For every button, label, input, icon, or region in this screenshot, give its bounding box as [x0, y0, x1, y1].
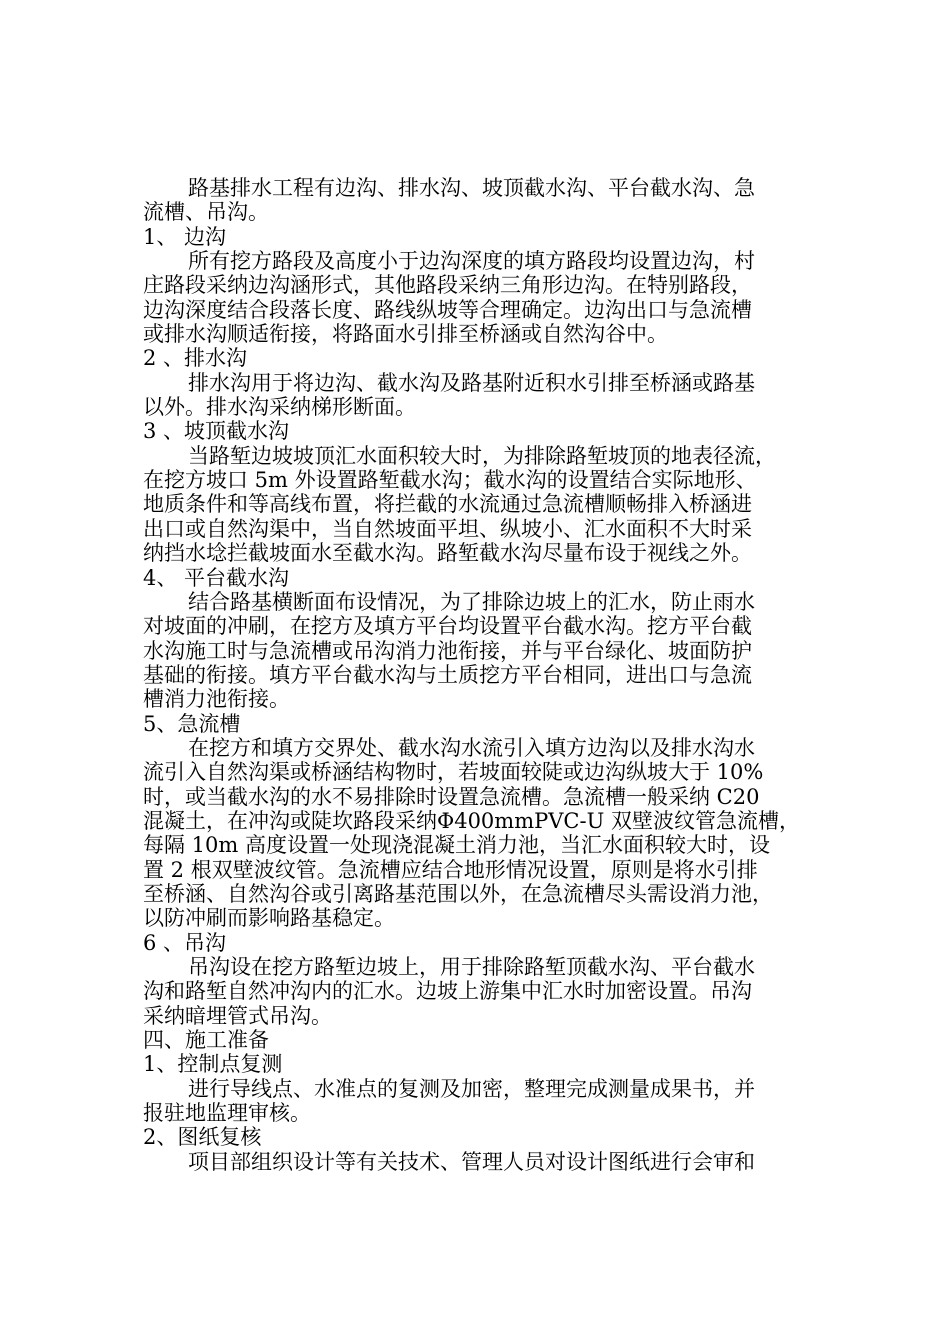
text-line: 1、控制点复测	[143, 1052, 283, 1077]
paragraph-first-line: 排水沟用于将边沟、截水沟及路基附近积水引排至桥涵或路基	[188, 370, 755, 395]
text-line: 2、图纸复核	[143, 1125, 262, 1150]
text-line: 5、急流槽	[143, 711, 241, 736]
document-body	[143, 176, 813, 1174]
text-line: 1、 边沟	[143, 224, 227, 249]
text-line: 出口或自然沟渠中，当自然坡面平坦、纵坡小、汇水面积不大时采	[143, 516, 752, 541]
paragraph-first-line: 当路堑边坡坡顶汇水面积较大时，为排除路堑坡顶的地表径流，	[188, 443, 776, 468]
text-line: 边沟深度结合段落长度、路线纵坡等合理确定。边沟出口与急流槽	[143, 297, 752, 322]
paragraph-first-line: 吊沟设在挖方路堑边坡上，用于排除路堑顶截水沟、平台截水	[188, 955, 755, 979]
text-line: 水沟施工时与急流槽或吊沟消力池衔接，并与平台绿化、坡面防护	[143, 638, 752, 663]
text-line: 对坡面的冲刷，在挖方及填方平台均设置平台截水沟。挖方平台截	[143, 614, 752, 639]
text-line: 采纳暗埋管式吊沟。	[143, 1003, 332, 1028]
text-line: 四、施工准备	[143, 1028, 269, 1053]
text-line: 置 2 根双壁波纹管。急流槽应结合地形情况设置，原则是将水引排	[143, 857, 758, 882]
text-line: 报驻地监理审核。	[143, 1101, 311, 1126]
paragraph-first-line: 进行导线点、水准点的复测及加密，整理完成测量成果书，并	[188, 1076, 755, 1101]
text-line: 地质条件和等高线布置，将拦截的水流通过急流槽顺畅排入桥涵进	[143, 492, 752, 517]
text-line: 至桥涵、自然沟谷或引离路基范围以外，在急流槽尽头需设消力池，	[143, 881, 773, 906]
paragraph-first-line: 结合路基横断面布设情况，为了排除边坡上的汇水，防止雨水	[188, 589, 755, 614]
text-line: 每隔 10m 高度设置一处现浇混凝土消力池，当汇水面积较大时，设	[143, 833, 770, 858]
paragraph-first-line: 路基排水工程有边沟、排水沟、坡顶截水沟、平台截水沟、急	[188, 176, 755, 200]
text-line: 4、 平台截水沟	[143, 565, 290, 590]
text-line: 以外。排水沟采纳梯形断面。	[143, 395, 416, 420]
text-line: 2 、排水沟	[143, 346, 248, 371]
text-line: 纳挡水埝拦截坡面水至截水沟。路堑截水沟尽量布设于视线之外。	[143, 541, 752, 566]
paragraph-first-line: 在挖方和填方交界处、截水沟水流引入填方边沟以及排水沟水	[188, 735, 755, 760]
text-line: 时，或当截水沟的水不易排除时设置急流槽。急流槽一般采纳 C20	[143, 784, 760, 809]
paragraph-first-line: 所有挖方路段及高度小于边沟深度的填方路段均设置边沟，村	[188, 249, 755, 274]
text-line: 以防冲刷而影响路基稳定。	[143, 906, 395, 931]
text-line: 槽消力池衔接。	[143, 687, 290, 712]
text-line: 基础的衔接。填方平台截水沟与土质挖方平台相同，进出口与急流	[143, 662, 752, 687]
text-line: 6 、吊沟	[143, 930, 227, 955]
paragraph-first-line: 项目部组织设计等有关技术、管理人员对设计图纸进行会审和	[188, 1149, 755, 1174]
text-line: 混凝土，在冲沟或陡坎路段采纳Φ400mmPVC-U 双壁波纹管急流槽，	[143, 808, 800, 833]
text-line: 沟和路堑自然冲沟内的汇水。边坡上游集中汇水时加密设置。吊沟	[143, 979, 752, 1004]
text-line: 在挖方坡口 5m 外设置路堑截水沟；截水沟的设置结合实际地形、	[143, 468, 757, 493]
text-line: 流引入自然沟渠或桥涵结构物时，若坡面较陡或边沟纵坡大于 10%	[143, 760, 764, 785]
text-line: 庄路段采纳边沟涵形式，其他路段采纳三角形边沟。在特别路段，	[143, 273, 752, 298]
text-line: 或排水沟顺适衔接，将路面水引排至桥涵或自然沟谷中。	[143, 322, 668, 347]
text-line: 流槽、吊沟。	[143, 200, 269, 225]
text-line: 3 、坡顶截水沟	[143, 419, 290, 444]
